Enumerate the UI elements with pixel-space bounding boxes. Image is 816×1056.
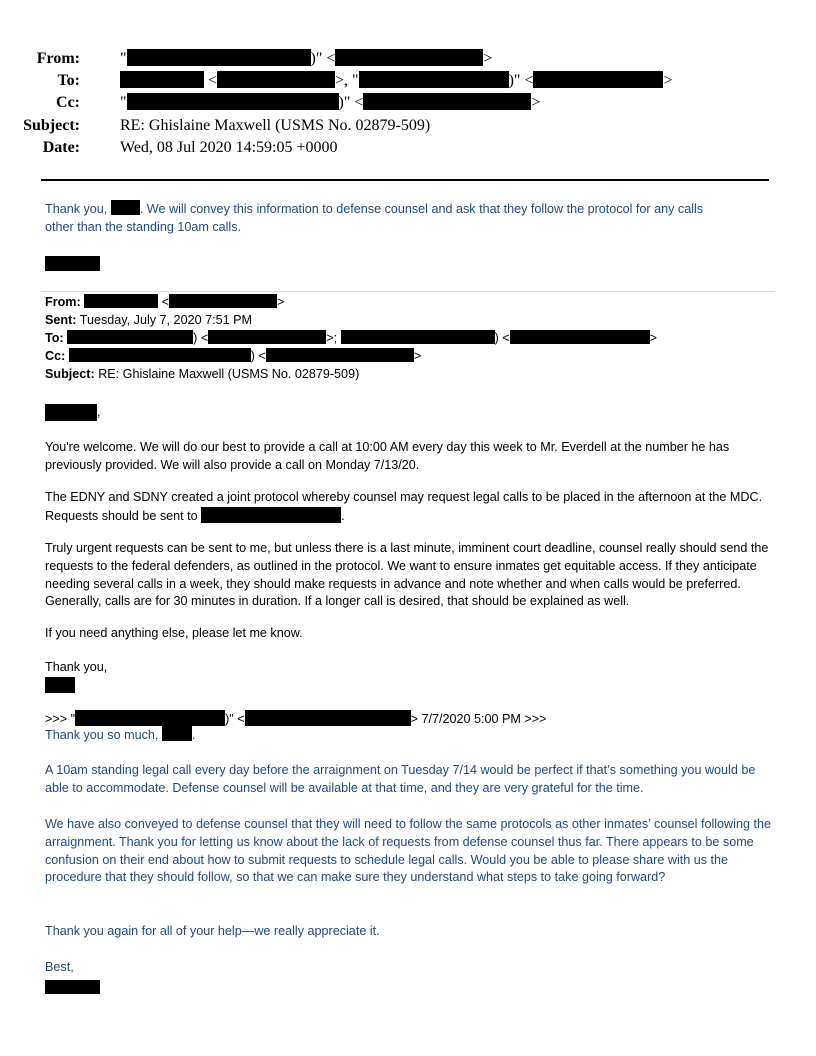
- header-divider: [41, 179, 769, 181]
- redaction: [84, 294, 158, 308]
- header-cc-label: Cc:: [56, 94, 80, 111]
- signature-redaction: [45, 256, 100, 271]
- header-to-label: To:: [57, 72, 80, 89]
- signature-redaction: [45, 980, 100, 994]
- redaction: [127, 49, 311, 66]
- email-document: From: " )" < > To: < >, " )" < > Cc: " )" < > Subject: RE: Ghislaine Maxwell (USMS No. 02879-509) Date: Wed, 08 Jul 2020 14:59:05 +0000 Thank you, . We will convey this information to defense counsel and ask that they follow the protocol for any calls other than the standing 10am calls. From: < > Sent: Tuesday, July 7, 2020 7:51 PM To: ) < >; ) < > Cc: ) < > Subject: RE: Ghislaine Maxwell (USMS No. 02879-509) , You're welcome. We will do our best to provide a call at 10:00 AM every day this week to Mr. Everdell at the number he has previously provided. We will also provide a call on Monday 7/13/20. The EDNY and SDNY created a joint protocol whereby counsel may request legal calls to be placed in the afternoon at the MDC. Requests should be sent to . Truly urgent requests can be sent to me, but unless there is a last minute, imminent court deadline, counsel really should send the requests to the federal defenders, as outlined in the protocol. We want to ensure inmates get equitable access. If they anticipate needing several calls in a week, they should make requests in advance and note whether and when calls would be preferred. Generally, calls are for 30 minutes in duration. If a longer call is desired, that should be explained as well. If you need anything else, please let me know. Thank you, >>> " )" < > 7/7/2020 5:00 PM >>> Thank you so much, . A 10am standing legal call every day before the arraignment on Tuesday 7/14 would be perfect if that’s something you would be able to accommodate. Defense counsel will be available at that time, and they are very grateful for the time. We have also conveyed to defense counsel that they will need to follow the same protocols as other inmates’ counsel following the arraignment. Thank you for letting us know about the lack of requests from defense counsel thus far. There appears to be some confusion on their end about how to submit requests to schedule legal calls. Would you be able to please share with us the procedure that they should follow, so that we can make sure they understand what steps to take going forward? Thank you again for all of your help—we really appreciate it. Best,: [0, 0, 816, 1056]
- redaction: [111, 200, 140, 215]
- forwarded-to-row: To: ) < >; ) < >: [45, 331, 657, 345]
- header-date-label: Date:: [42, 139, 80, 156]
- forwarded-subject-row: Subject: RE: Ghislaine Maxwell (USMS No. 02879-509): [45, 367, 360, 381]
- redaction: [266, 348, 414, 362]
- redaction: [359, 71, 509, 88]
- forwarded-cc-row: Cc: ) < >: [45, 349, 422, 363]
- forwarded-sent-row: Sent: Tuesday, July 7, 2020 7:51 PM: [45, 313, 252, 327]
- redaction: [127, 93, 339, 110]
- salutation-redaction: [45, 404, 97, 421]
- redaction: [69, 348, 251, 362]
- quote-header: >>> " )" < > 7/7/2020 5:00 PM >>>: [45, 712, 547, 726]
- redaction: [169, 294, 277, 308]
- body-paragraph-4: If you need anything else, please let me know.: [45, 626, 303, 640]
- quote-paragraph-1: A 10am standing legal call every day before the arraignment on Tuesday 7/14 would be perfect if that’s something you would be able to accommodate. Defense counsel will be available at that time, and they are very grateful for the time.: [45, 763, 756, 795]
- redaction: [533, 71, 663, 88]
- quote-greeting: Thank you so much, .: [45, 728, 196, 742]
- redaction: [162, 726, 192, 741]
- message-separator: [41, 291, 775, 292]
- redaction: [75, 710, 225, 726]
- header-from-label: From:: [36, 50, 80, 67]
- redaction: [341, 330, 495, 344]
- redaction: [335, 49, 483, 66]
- redaction: [208, 330, 326, 344]
- body-paragraph-1: You're welcome. We will do our best to provide a call at 10:00 AM every day this week to Mr. Everdell at the number he has previously provided. We will also provide a call on Monday 7/13/20.: [45, 440, 730, 472]
- quote-signoff: Best,: [45, 960, 74, 974]
- redaction: [217, 71, 335, 88]
- redaction: [363, 93, 531, 110]
- redaction: [245, 710, 411, 726]
- redaction: [120, 71, 204, 88]
- quote-paragraph-2: We have also conveyed to defense counsel that they will need to follow the same protocols as other inmates’ counsel following the arraignment. Thank you for letting us know about the lack of requests from defense counsel thus far. There appears to be some confusion on their end about how to submit requests to schedule legal calls. Would you be able to please share with us the procedure that they should follow, so that we can make sure they understand what steps to take going forward?: [45, 817, 771, 885]
- reply-paragraph: Thank you, . We will convey this information to defense counsel and ask that they follow the protocol for any calls other than the standing 10am calls.: [45, 202, 704, 234]
- quote-paragraph-3: Thank you again for all of your help—we really appreciate it.: [45, 924, 380, 938]
- redaction: [67, 330, 193, 344]
- header-subject-label: Subject:: [23, 117, 80, 134]
- email-address-redaction: [201, 507, 341, 523]
- header-subject-value: RE: Ghislaine Maxwell (USMS No. 02879-509): [120, 117, 431, 134]
- redaction: [510, 330, 650, 344]
- body-paragraph-2: The EDNY and SDNY created a joint protocol whereby counsel may request legal calls to be placed in the afternoon at the MDC. Requests should be sent to .: [45, 490, 763, 523]
- body-signoff: Thank you,: [45, 660, 108, 674]
- signature-redaction: [45, 677, 75, 693]
- forwarded-from-row: From: < >: [45, 295, 285, 309]
- body-paragraph-3: Truly urgent requests can be sent to me, but unless there is a last minute, imminent court deadline, counsel really should send the requests to the federal defenders, as outlined in the protocol. We want to ensure inmates get equitable access. If they anticipate needing several calls in a week, they should make requests in advance and note whether and when calls would be preferred. Generally, calls are for 30 minutes in duration. If a longer call is desired, that should be explained as well.: [45, 541, 769, 609]
- header-date-value: Wed, 08 Jul 2020 14:59:05 +0000: [120, 139, 338, 156]
